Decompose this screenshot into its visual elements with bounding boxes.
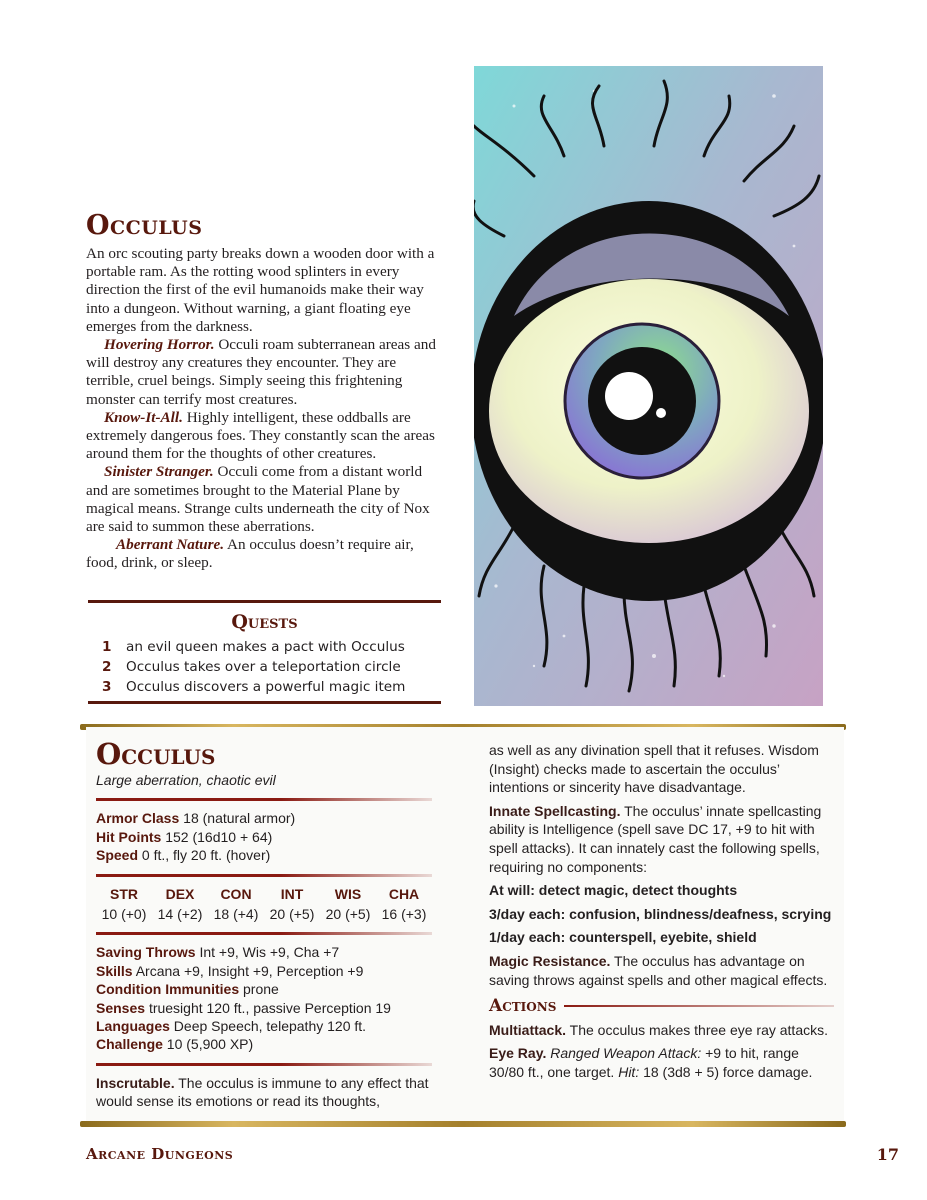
ability-name: CON: [220, 885, 252, 902]
quest-number: 1: [102, 639, 112, 655]
lore-paragraph: [86, 536, 442, 572]
footer-title: Arcane Dungeons: [86, 1145, 234, 1163]
action-eye-ray-attack-type: Ranged Weapon Attack:: [550, 1045, 702, 1062]
trait-inscrutable-text: The occulus is immune to any effect that would sense its emotions or read its thoughts,: [96, 1074, 429, 1110]
actions-divider: [564, 1005, 834, 1007]
action-eye-ray-text: +9 to hit, range 30/80 ft., one target.: [489, 1045, 799, 1080]
lore-paragraph-text: An occulus doesn’t require air, food, drink, or sleep.: [86, 536, 414, 572]
ability-name: CHA: [388, 885, 420, 902]
action-multiattack-label: Multiattack.: [489, 1021, 567, 1038]
trait-spellcasting-text: The occulus’ innate spellcasting ability is Intelligence (spell save DC 17, +9 to hit with spell attacks). It can innately cast the following spells, requiring no components:: [489, 802, 822, 875]
speed-value: 0 ft., fly 20 ft. (hover): [141, 847, 271, 864]
pupil-highlight: [605, 372, 653, 420]
pupil-highlight-small: [656, 408, 666, 418]
ability-name: WIS: [334, 885, 362, 902]
statblock: [86, 727, 844, 1123]
trait-spellcasting: [489, 802, 834, 876]
quest-text: an evil queen makes a pact with Occulus: [126, 639, 405, 655]
skills: [96, 962, 432, 980]
senses: [96, 999, 432, 1017]
occulus-illustration: [474, 66, 823, 706]
spell-line: 1/day each: counterspell, eyebite, shield: [489, 929, 757, 946]
action-multiattack: [489, 1021, 834, 1040]
lore-paragraph-lead: Sinister Stranger.: [104, 463, 214, 481]
ability-score: 20 (+5): [269, 906, 315, 923]
quests-list: [88, 637, 441, 697]
trait-magic-resistance-label: Magic Resistance.: [489, 952, 611, 969]
condition-immunities: [96, 980, 432, 998]
hit-points: [96, 828, 432, 846]
saving-throws: [96, 943, 432, 961]
armor-class-value: 18 (natural armor): [183, 810, 296, 827]
challenge: [96, 1035, 432, 1053]
divider: [96, 874, 432, 877]
lore-section: [86, 210, 442, 573]
lore-paragraph: [86, 336, 442, 409]
trait-inscrutable-continued: as well as any divination spell that it refuses. Wisdom (Insight) checks made to ascertain the occulus’ intentions or sincerity have disadvantage.: [489, 742, 819, 796]
ability-name: DEX: [165, 885, 195, 902]
statblock-right-column: [489, 741, 834, 1087]
quests-title: Quests: [231, 611, 298, 633]
ability-score: 16 (+3): [381, 906, 427, 923]
speed-label: Speed: [96, 847, 139, 864]
divider: [96, 798, 432, 801]
action-eye-ray-damage: 18 (3d8 + 5) force damage.: [639, 1063, 813, 1080]
action-eye-ray: [489, 1044, 834, 1081]
trait-inscrutable-label: Inscrutable.: [96, 1074, 175, 1091]
ability-score: 14 (+2): [157, 906, 203, 923]
quests-box: [88, 600, 441, 704]
lore-paragraph: [86, 463, 442, 536]
languages-label: Languages: [96, 1018, 170, 1035]
quest-item: [102, 637, 441, 657]
actions-header: [489, 997, 834, 1016]
quest-item: [102, 677, 441, 697]
lore-paragraph-text: Highly intelligent, these oddballs are extremely dangerous foes. They constantly scan the areas around them for the thoughts of other creatures.: [86, 408, 435, 463]
quest-text: Occulus takes over a teleportation circle: [126, 659, 401, 675]
divider: [96, 1063, 432, 1066]
trait-magic-resistance-text: The occulus has advantage on saving throws against spells and other magical effects.: [489, 952, 828, 988]
challenge-value: 10 (5,900 XP): [166, 1036, 254, 1053]
actions-title: Actions: [489, 996, 557, 1017]
lore-paragraph-lead: Hovering Horror.: [104, 336, 215, 354]
ability-score: 10 (+0): [101, 906, 147, 923]
lore-title: Occulus: [86, 210, 203, 241]
quest-item: [102, 657, 441, 677]
lore-paragraph: [86, 409, 442, 464]
quest-text: Occulus discovers a powerful magic item: [126, 679, 406, 695]
spell-line: At will: detect magic, detect thoughts: [489, 882, 738, 899]
trait-inscrutable: [96, 1074, 432, 1111]
saving-throws-label: Saving Throws: [96, 944, 196, 961]
ability-score: 18 (+4): [213, 906, 259, 923]
armor-class: [96, 809, 432, 827]
ability-name: INT: [280, 885, 304, 902]
languages-value: Deep Speech, telepathy 120 ft.: [173, 1018, 367, 1035]
ability-name: STR: [110, 885, 138, 902]
action-multiattack-text: The occulus makes three eye ray attacks.: [566, 1021, 828, 1038]
hit-points-label: Hit Points: [96, 828, 162, 845]
trait-spellcasting-label: Innate Spellcasting.: [489, 802, 621, 819]
creature-type: Large aberration, chaotic evil: [96, 772, 276, 788]
action-eye-ray-label: Eye Ray.: [489, 1045, 547, 1062]
lore-paragraph-lead: Know-It-All.: [104, 408, 183, 426]
challenge-label: Challenge: [96, 1036, 163, 1053]
creature-name: Occulus: [96, 737, 216, 771]
spell-line: 3/day each: confusion, blindness/deafness, scrying: [489, 905, 832, 922]
speed: [96, 846, 432, 864]
condition-immunities-label: Condition Immunities: [96, 981, 240, 998]
page-number: 17: [876, 1145, 899, 1164]
armor-class-label: Armor Class: [96, 810, 180, 827]
senses-value: truesight 120 ft., passive Perception 19: [148, 999, 391, 1016]
ability-score: 20 (+5): [325, 906, 371, 923]
senses-label: Senses: [96, 999, 146, 1016]
lore-paragraph-text: Occuli roam subterranean areas and will destroy any creatures they encounter. They are terrible, cruel beings. Simply seeing this frightening monster can terrify most creatures.: [86, 336, 436, 408]
condition-immunities-value: prone: [243, 981, 279, 998]
languages: [96, 1017, 432, 1035]
hit-points-value: 152 (16d10 + 64): [165, 828, 273, 845]
skills-label: Skills: [96, 962, 133, 979]
saving-throws-value: Int +9, Wis +9, Cha +7: [199, 944, 340, 961]
lore-paragraph-lead: Aberrant Nature.: [116, 536, 225, 554]
lore-intro: An orc scouting party breaks down a wooden door with a portable ram. As the rotting wood splinters in every direction the first of the evil humanoids make their way into a dungeon. Without warning, a giant floating eye emerges from the darkness.: [86, 245, 435, 335]
trait-magic-resistance: [489, 952, 834, 989]
quest-number: 3: [102, 679, 112, 695]
ability-scores: [96, 885, 432, 924]
lore-paragraph-text: Occuli come from a distant world and are sometimes brought to the Material Plane by magical means. Strange cults underneath the city of Nox are said to summon these aberrations.: [86, 463, 430, 536]
quest-number: 2: [102, 659, 112, 675]
skills-value: Arcana +9, Insight +9, Perception +9: [135, 962, 364, 979]
divider: [96, 932, 432, 935]
statblock-bottom-border: [80, 1121, 846, 1127]
action-eye-ray-hit: Hit:: [618, 1063, 640, 1080]
statblock-left-column: [96, 737, 432, 1111]
